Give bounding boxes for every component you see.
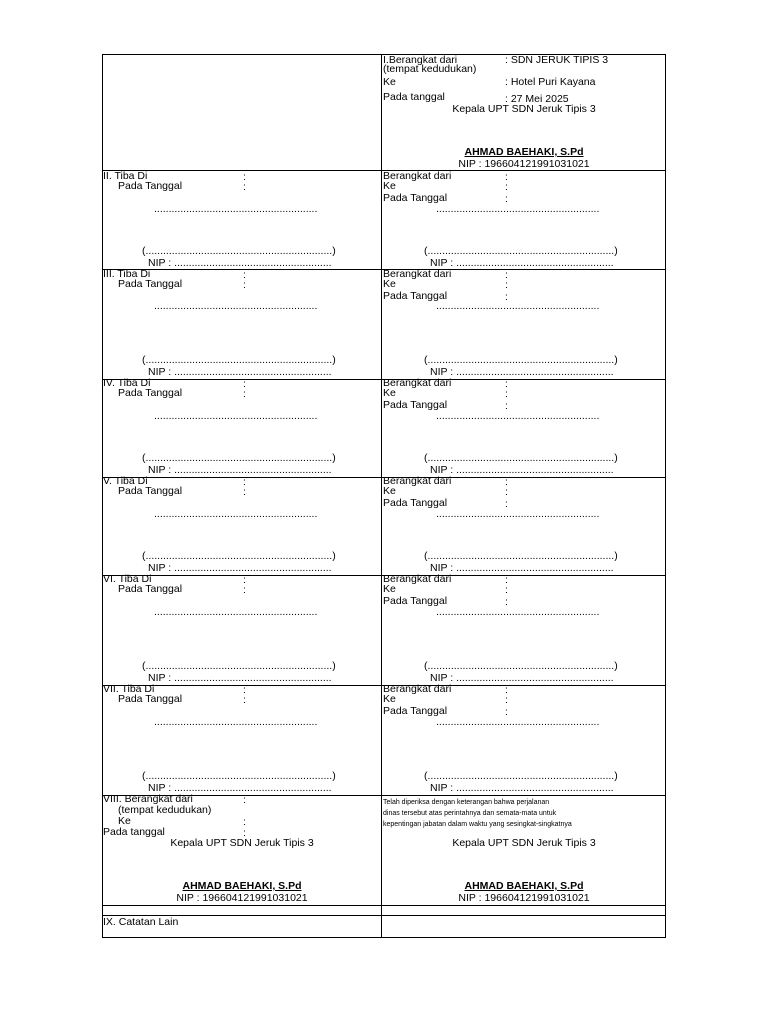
colon: :: [505, 171, 508, 183]
pada-tanggal-label: Pada Tanggal: [383, 595, 448, 607]
colon: :: [505, 574, 508, 586]
ke-label: Ke: [383, 485, 396, 497]
colon: :: [505, 279, 508, 291]
colon: :: [505, 378, 508, 390]
colon: :: [243, 574, 246, 586]
pada-tanggal-label: Pada Tanggal: [118, 485, 183, 497]
colon: :: [243, 816, 246, 828]
colon: :: [505, 181, 508, 193]
nip-dots: NIP : ......................................................: [430, 562, 614, 574]
berangkat-label: VIII. Berangkat dari: [103, 793, 193, 805]
signature-paren: (................................................................): [424, 452, 618, 464]
ke-value: : Hotel Puri Kayana: [505, 76, 596, 88]
signature-paren: (................................................................): [142, 452, 336, 464]
colon: :: [243, 584, 246, 596]
signer-nip: NIP : 196604121991031021: [458, 158, 590, 170]
note-line-2: dinas tersebut atas perintahnya dan semata-mata untuk: [383, 810, 557, 817]
colon: :: [505, 596, 508, 608]
catatan-label: IX. Catatan Lain: [103, 916, 179, 928]
ke-label: Ke: [383, 693, 396, 705]
nip-dots: NIP : ......................................................: [148, 464, 332, 476]
nip-dots: NIP : ......................................................: [148, 257, 332, 269]
tiba-label: IV. Tiba Di: [103, 377, 151, 389]
tanggal-label: Pada tanggal: [103, 826, 165, 838]
berangkat-dari-label: Berangkat dari: [383, 268, 452, 280]
pada-tanggal-label: Pada Tanggal: [118, 278, 183, 290]
dots-line: ........................................................: [436, 300, 600, 312]
signer-name: AHMAD BAEHAKI, S.Pd: [182, 880, 302, 892]
tempat-label: (tempat kedudukan): [118, 804, 212, 816]
nip-dots: NIP : ......................................................: [148, 672, 332, 684]
colon: :: [243, 794, 246, 806]
right-border: [665, 54, 666, 938]
pada-tanggal-label: Pada Tanggal: [383, 399, 448, 411]
berangkat-value: : SDN JERUK TIPIS 3: [505, 54, 609, 66]
colon: :: [243, 378, 246, 390]
signer-nip: NIP : 196604121991031021: [176, 892, 308, 904]
signature-paren: (................................................................): [424, 354, 618, 366]
colon: :: [505, 193, 508, 205]
nip-dots: NIP : ......................................................: [148, 366, 332, 378]
jabatan: Kepala UPT SDN Jeruk Tipis 3: [170, 837, 314, 849]
nip-dots: NIP : ......................................................: [430, 672, 614, 684]
colon: :: [505, 400, 508, 412]
colon: :: [243, 694, 246, 706]
colon: :: [243, 181, 246, 193]
signature-paren: (................................................................): [424, 660, 618, 672]
pada-tanggal-label: Pada Tanggal: [383, 290, 448, 302]
colon: :: [505, 269, 508, 281]
colon: :: [243, 827, 246, 839]
berangkat-dari-label: Berangkat dari: [383, 170, 452, 182]
left-border: [102, 54, 103, 938]
dots-line: ........................................................: [154, 203, 318, 215]
berangkat-dari-label: Berangkat dari: [383, 573, 452, 585]
colon: :: [243, 171, 246, 183]
signature-paren: (................................................................): [424, 770, 618, 782]
berangkat-dari-label: Berangkat dari: [383, 683, 452, 695]
nip-dots: NIP : ......................................................: [148, 562, 332, 574]
signer-name: AHMAD BAEHAKI, S.Pd: [464, 880, 584, 892]
signer-nip: NIP : 196604121991031021: [458, 892, 590, 904]
colon: :: [505, 498, 508, 510]
signature-paren: (................................................................): [142, 354, 336, 366]
tanggal-label: Pada tanggal: [383, 91, 445, 103]
jabatan: Kepala UPT SDN Jeruk Tipis 3: [452, 837, 596, 849]
colon: :: [505, 584, 508, 596]
berangkat-dari-label: Berangkat dari: [383, 377, 452, 389]
pada-tanggal-label: Pada Tanggal: [383, 497, 448, 509]
signature-paren: (................................................................): [142, 660, 336, 672]
ke-label: Ke: [118, 815, 131, 827]
note-line-3: kepentingan jabatan dalam waktu yang sesingkat-singkatnya: [383, 821, 572, 828]
pada-tanggal-label: Pada Tanggal: [383, 192, 448, 204]
berangkat-label: I.Berangkat dari: [383, 54, 458, 66]
dots-line: ........................................................: [436, 606, 600, 618]
pada-tanggal-label: Pada Tanggal: [118, 583, 183, 595]
colon: :: [243, 486, 246, 498]
dots-line: ........................................................: [436, 410, 600, 422]
pada-tanggal-label: Pada Tanggal: [383, 705, 448, 717]
note-line-1: Telah diperiksa dengan keterangan bahwa perjalanan: [383, 799, 550, 806]
ke-label: Ke: [383, 278, 396, 290]
jabatan: Kepala UPT SDN Jeruk Tipis 3: [452, 103, 596, 115]
tiba-label: V. Tiba Di: [103, 475, 148, 487]
colon: :: [505, 684, 508, 696]
colon: :: [243, 388, 246, 400]
nip-dots: NIP : ......................................................: [430, 366, 614, 378]
bottom-border: [102, 937, 666, 938]
nip-dots: NIP : ......................................................: [148, 782, 332, 794]
row-divider: [102, 905, 666, 906]
dots-line: ........................................................: [154, 508, 318, 520]
signature-paren: (................................................................): [142, 245, 336, 257]
dots-line: ........................................................: [436, 508, 600, 520]
tiba-label: III. Tiba Di: [103, 268, 151, 280]
signature-paren: (................................................................): [424, 550, 618, 562]
colon: :: [243, 684, 246, 696]
colon: :: [505, 706, 508, 718]
tiba-label: VII. Tiba Di: [103, 683, 155, 695]
colon: :: [243, 269, 246, 281]
nip-dots: NIP : ......................................................: [430, 464, 614, 476]
ke-label: Ke: [383, 387, 396, 399]
signer-name: AHMAD BAEHAKI, S.Pd: [464, 146, 584, 158]
nip-dots: NIP : ......................................................: [430, 782, 614, 794]
tempat-label: (tempat kedudukan): [383, 63, 477, 75]
colon: :: [505, 291, 508, 303]
signature-paren: (................................................................): [142, 770, 336, 782]
dots-line: ........................................................: [154, 300, 318, 312]
pada-tanggal-label: Pada Tanggal: [118, 693, 183, 705]
colon: :: [505, 476, 508, 488]
dots-line: ........................................................: [154, 410, 318, 422]
pada-tanggal-label: Pada Tanggal: [118, 180, 183, 192]
colon: :: [505, 694, 508, 706]
tiba-label: VI. Tiba Di: [103, 573, 152, 585]
ke-label: Ke: [383, 76, 396, 88]
ke-label: Ke: [383, 583, 396, 595]
travel-document: [102, 54, 666, 938]
colon: :: [505, 486, 508, 498]
middle-border: [381, 54, 382, 938]
signature-paren: (................................................................): [424, 245, 618, 257]
pada-tanggal-label: Pada Tanggal: [118, 387, 183, 399]
colon: :: [243, 279, 246, 291]
tiba-label: II. Tiba Di: [103, 170, 148, 182]
dots-line: ........................................................: [154, 606, 318, 618]
dots-line: ........................................................: [154, 716, 318, 728]
signature-paren: (................................................................): [142, 550, 336, 562]
nip-dots: NIP : ......................................................: [430, 257, 614, 269]
ke-label: Ke: [383, 180, 396, 192]
tanggal-value: : 27 Mei 2025: [505, 93, 569, 105]
colon: :: [505, 388, 508, 400]
colon: :: [243, 476, 246, 488]
row-divider: [102, 915, 666, 916]
berangkat-dari-label: Berangkat dari: [383, 475, 452, 487]
dots-line: ........................................................: [436, 203, 600, 215]
dots-line: ........................................................: [436, 716, 600, 728]
